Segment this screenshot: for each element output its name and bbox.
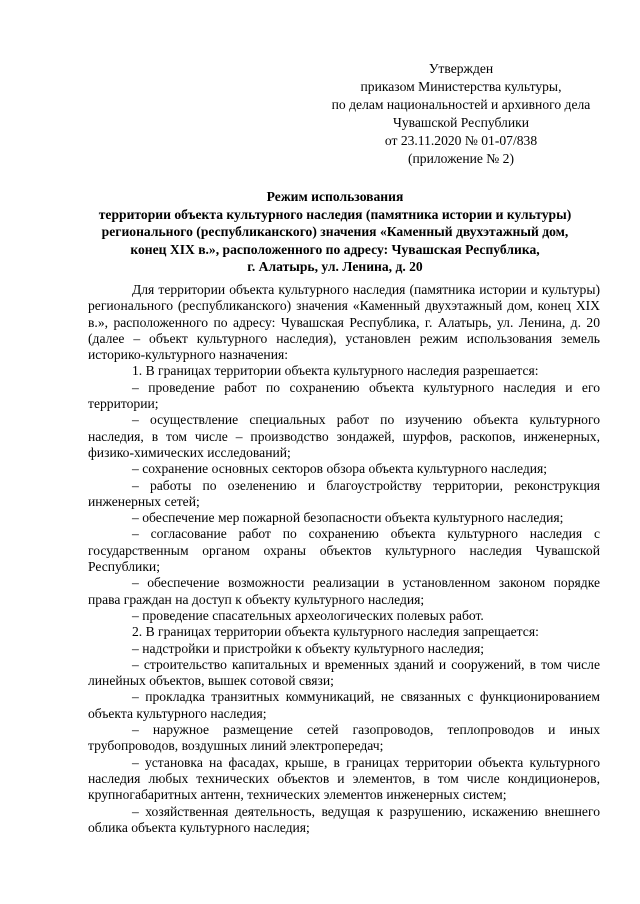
approval-stamp [330,60,592,168]
section-heading-prohibited: 2. В границах территории объекта культурного наследия запрещается: [132,624,539,640]
allowed-item: – согласование работ по сохранению объекта культурного наследия с государственным органом охраны объектов культурного наследия Чувашской Республики; [88,526,600,575]
title-line: территории объекта культурного наследия (памятника истории и культуры) [98,206,572,222]
section-heading-allowed: 1. В границах территории объекта культурного наследия разрешается: [132,363,539,379]
title-line: конец XIX в.», расположенного по адресу: Чувашская Республика, [130,241,540,257]
approval-line: приказом Министерства культуры, [360,79,562,94]
document-body [88,282,600,836]
approval-line: от 23.11.2020 № 01-07/838 [384,133,538,148]
title-line: г. Алатырь, ул. Ленина, д. 20 [247,259,423,274]
approval-line: Чувашской Республики [393,115,529,130]
allowed-item: – обеспечение мер пожарной безопасности объекта культурного наследия; [132,510,564,526]
allowed-item: – проведение работ по сохранению объекта культурного наследия и его территории; [88,379,600,412]
prohibited-item: – прокладка транзитных коммуникаций, не связанных с функционированием объекта культурного наследия; [88,689,600,721]
approval-line: по делам национальностей и архивного дела [331,97,591,112]
allowed-item: – проведение спасательных археологических полевых работ. [132,607,484,623]
approval-line: (приложение № 2) [407,151,515,166]
approval-line: Утвержден [428,61,494,76]
prohibited-item: – строительство капитальных и временных зданий и сооружений, в том числе линейных объектов, вышек сотовой связи; [88,656,600,689]
intro-paragraph: Для территории объекта культурного наследия (памятника истории и культуры) регионального (республиканского) значения «Каменный двухэтажный дом, конец XIX в.», расположенного по адресу: Чувашская Республика, г. Алатырь, ул. Ленина, д. 20 (далее – объект культурного наследия), установлен режим использования земель историко-культурного назначения: [88,282,600,363]
allowed-item: – работы по озеленению и благоустройству территории, реконструкция инженерных сетей; [88,477,600,509]
prohibited-item: – наружное размещение сетей газопроводов, теплопроводов и иных трубопроводов, воздушных линий электропередач; [88,722,600,754]
prohibited-item: – надстройки и пристройки к объекту культурного наследия; [132,640,484,656]
allowed-item: – сохранение основных секторов обзора объекта культурного наследия; [132,461,548,477]
prohibited-item: – хозяйственная деятельность, ведущая к разрушению, искажению внешнего облика объекта культурного наследия; [88,803,600,835]
title-line: Режим использования [266,189,404,204]
document-title [70,188,600,276]
allowed-item: – обеспечение возможности реализации в установленном законом порядке права граждан на доступ к объекту культурного наследия; [88,575,600,607]
title-line: регионального (республиканского) значения «Каменный двухэтажный дом, [101,224,569,239]
prohibited-item: – установка на фасадах, крыше, в границах территории объекта культурного наследия любых технических объектов и элементов, в том числе кондиционеров, крупногабаритных антенн, технических элементов инженерных систем; [88,754,600,803]
allowed-item: – осуществление специальных работ по изучению объекта культурного наследия, в том числе – производство зондажей, шурфов, раскопов, инженерных, физико-химических исследований; [88,412,600,460]
